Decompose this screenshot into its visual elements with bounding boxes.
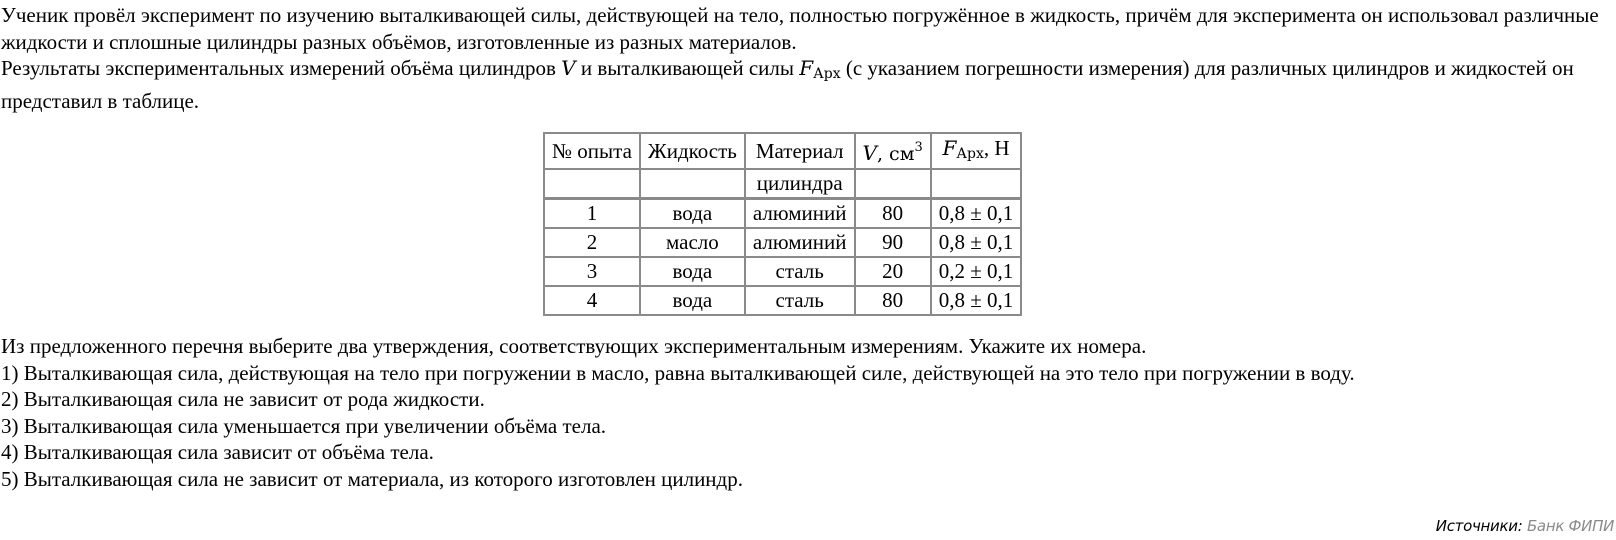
table-header-row-2: [544, 169, 1021, 199]
cell-num: 3: [544, 257, 640, 286]
volume-variable: V: [561, 56, 576, 80]
source-link[interactable]: Банк ФИПИ: [1526, 517, 1614, 535]
header-empty-5: [931, 169, 1022, 199]
force-symbol: F: [799, 56, 814, 80]
header-volume-sup: 3: [914, 140, 923, 155]
cell-liquid: вода: [640, 286, 745, 315]
cell-liquid: масло: [640, 228, 745, 257]
cell-material: алюминий: [745, 228, 855, 257]
header-material-line2: цилиндра: [745, 169, 855, 199]
table-row: [544, 257, 1021, 286]
force-subscript: Арх: [813, 66, 841, 82]
intro-text-1: Ученик провёл эксперимент по изучению выталкивающей силы, действующей на тело, полностью погружённое в жидкость, причём для эксперимента он использовал различные жидкости и сплошные цилиндры разных объёмов, изготовленные из разных материалов.: [1, 3, 1599, 54]
cell-material: алюминий: [745, 199, 855, 229]
cell-force: 0,8 ± 0,1: [931, 286, 1022, 315]
cell-material: сталь: [745, 257, 855, 286]
intro-text-2c: (с указанием погрешности измерения) для различных цилиндров и жидкостей он представил в таблице.: [1, 56, 1574, 113]
table-row: [544, 199, 1021, 229]
force-variable: [799, 56, 840, 80]
table-row: [544, 228, 1021, 257]
results-table: [543, 132, 1022, 316]
cell-liquid: вода: [640, 199, 745, 229]
header-force-sub: Арх: [956, 145, 984, 162]
task-prompt: Из предложенного перечня выберите два утверждения, соответствующих экспериментальным измерениям. Укажите их номера.: [1, 334, 1147, 358]
cell-liquid: вода: [640, 257, 745, 286]
cell-num: 4: [544, 286, 640, 315]
cell-material: сталь: [745, 286, 855, 315]
intro-text-2a: Результаты экспериментальных измерений объёма цилиндров: [1, 56, 562, 80]
problem-statement: [1, 2, 1613, 114]
header-material: Материал: [745, 133, 855, 169]
header-empty-2: [640, 169, 745, 199]
header-volume: [855, 133, 931, 169]
header-empty-1: [544, 169, 640, 199]
option-5: 5) Выталкивающая сила не зависит от материала, из которого изготовлен цилиндр.: [1, 466, 743, 491]
option-4: 4) Выталкивающая сила зависит от объёма тела.: [1, 440, 434, 464]
option-3: 3) Выталкивающая сила уменьшается при увеличении объёма тела.: [1, 413, 607, 438]
header-force-var: F: [942, 135, 957, 160]
header-force-unit: , Н: [983, 135, 1010, 160]
header-volume-var: V: [862, 141, 877, 165]
header-force: [931, 133, 1022, 169]
cell-volume: 80: [855, 199, 931, 229]
header-empty-4: [855, 169, 931, 199]
cell-force: 0,2 ± 0,1: [931, 257, 1022, 286]
source-attribution: [1436, 513, 1614, 540]
option-2: 2) Выталкивающая сила не зависит от рода жидкости.: [1, 387, 485, 411]
header-experiment-number: № опыта: [544, 133, 640, 169]
header-volume-unit: , см: [876, 143, 915, 165]
cell-force: 0,8 ± 0,1: [931, 199, 1022, 229]
results-table-container: [543, 132, 1022, 316]
intro-paragraph: [1, 2, 1613, 114]
source-label: Источники:: [1435, 517, 1523, 535]
cell-num: 1: [544, 199, 640, 229]
cell-num: 2: [544, 228, 640, 257]
cell-volume: 80: [855, 286, 931, 315]
cell-volume: 90: [855, 228, 931, 257]
intro-text-2b: и выталкивающей силы: [575, 56, 800, 80]
table-row: [544, 286, 1021, 315]
cell-volume: 20: [855, 257, 931, 286]
task-section: [1, 333, 1355, 492]
cell-force: 0,8 ± 0,1: [931, 228, 1022, 257]
option-1: 1) Выталкивающая сила, действующая на тело при погружении в масло, равна выталкивающей силе, действующей на это тело при погружении в воду.: [1, 360, 1355, 385]
header-liquid: Жидкость: [640, 133, 745, 169]
table-header-row: [544, 133, 1021, 169]
